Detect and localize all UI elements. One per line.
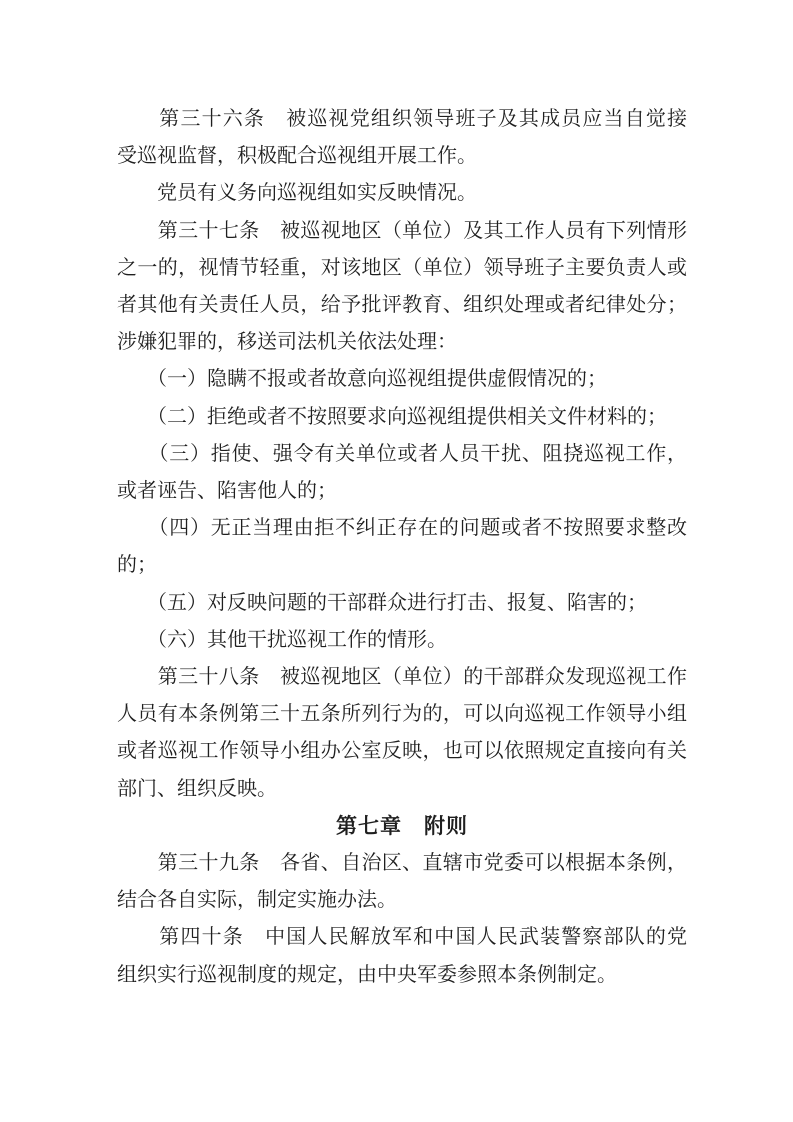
text-line: 或者诬告、陷害他人的；: [117, 480, 337, 503]
text-line: （一）隐瞒不报或者故意向巡视组提供虚假情况的；: [117, 368, 607, 391]
article-39: [117, 845, 687, 919]
text-line: 或者巡视工作领导小组办公室反映，也可以依照规定直接向有关: [117, 740, 687, 763]
document-page: [117, 101, 687, 994]
text-line: （六）其他干扰巡视工作的情形。: [117, 628, 447, 651]
text-line: 第三十六条 被巡视党组织领导班子及其成员应当自觉接: [117, 108, 687, 130]
text-line: 党员有义务向巡视组如实反映情况。: [117, 182, 477, 205]
text-line: 的；: [117, 554, 157, 577]
text-line: 人员有本条例第三十五条所列行为的，可以向巡视工作领导小组: [117, 703, 687, 726]
text-line: 组织实行巡视制度的规定，由中央军委参照本条例制定。: [117, 963, 617, 986]
text-line: 结合各自实际，制定实施办法。: [117, 889, 397, 912]
article-37-item-1: [117, 361, 687, 398]
text-line: （三）指使、强令有关单位或者人员干扰、阻挠巡视工作，: [117, 442, 687, 465]
article-40: [117, 919, 687, 993]
article-37-item-6: [117, 622, 687, 659]
text-line: （四）无正当理由拒不纠正存在的问题或者不按照要求整改: [117, 517, 687, 540]
text-line: 涉嫌犯罪的，移送司法机关依法处理：: [117, 331, 457, 354]
text-line: 第四十条 中国人民解放军和中国人民武装警察部队的党: [117, 926, 687, 949]
text-line: （五）对反映问题的干部群众进行打击、报复、陷害的；: [117, 591, 647, 614]
text-line: 第三十九条 各省、自治区、直辖市党委可以根据本条例，: [117, 852, 687, 875]
article-36-clause-2: [117, 175, 687, 212]
article-36: [117, 101, 687, 175]
article-37: [117, 213, 687, 362]
text-line: 部门、组织反映。: [117, 777, 277, 800]
text-line: 者其他有关责任人员，给予批评教育、组织处理或者纪律处分；: [117, 294, 687, 317]
article-37-item-3: [117, 436, 687, 510]
chapter-7-heading: [117, 808, 687, 845]
chapter-heading-text: 第七章 附则: [336, 813, 468, 838]
text-line: 第三十七条 被巡视地区（单位）及其工作人员有下列情形: [117, 219, 687, 242]
article-38: [117, 659, 687, 808]
text-line: 第三十八条 被巡视地区（单位）的干部群众发现巡视工作: [117, 666, 687, 689]
text-line: 受巡视监督，积极配合巡视组开展工作。: [117, 145, 477, 168]
article-37-item-4: [117, 510, 687, 584]
article-37-item-5: [117, 585, 687, 622]
article-37-item-2: [117, 399, 687, 436]
text-line: （二）拒绝或者不按照要求向巡视组提供相关文件材料的；: [117, 405, 667, 428]
text-line: 之一的，视情节轻重，对该地区（单位）领导班子主要负责人或: [117, 256, 687, 279]
